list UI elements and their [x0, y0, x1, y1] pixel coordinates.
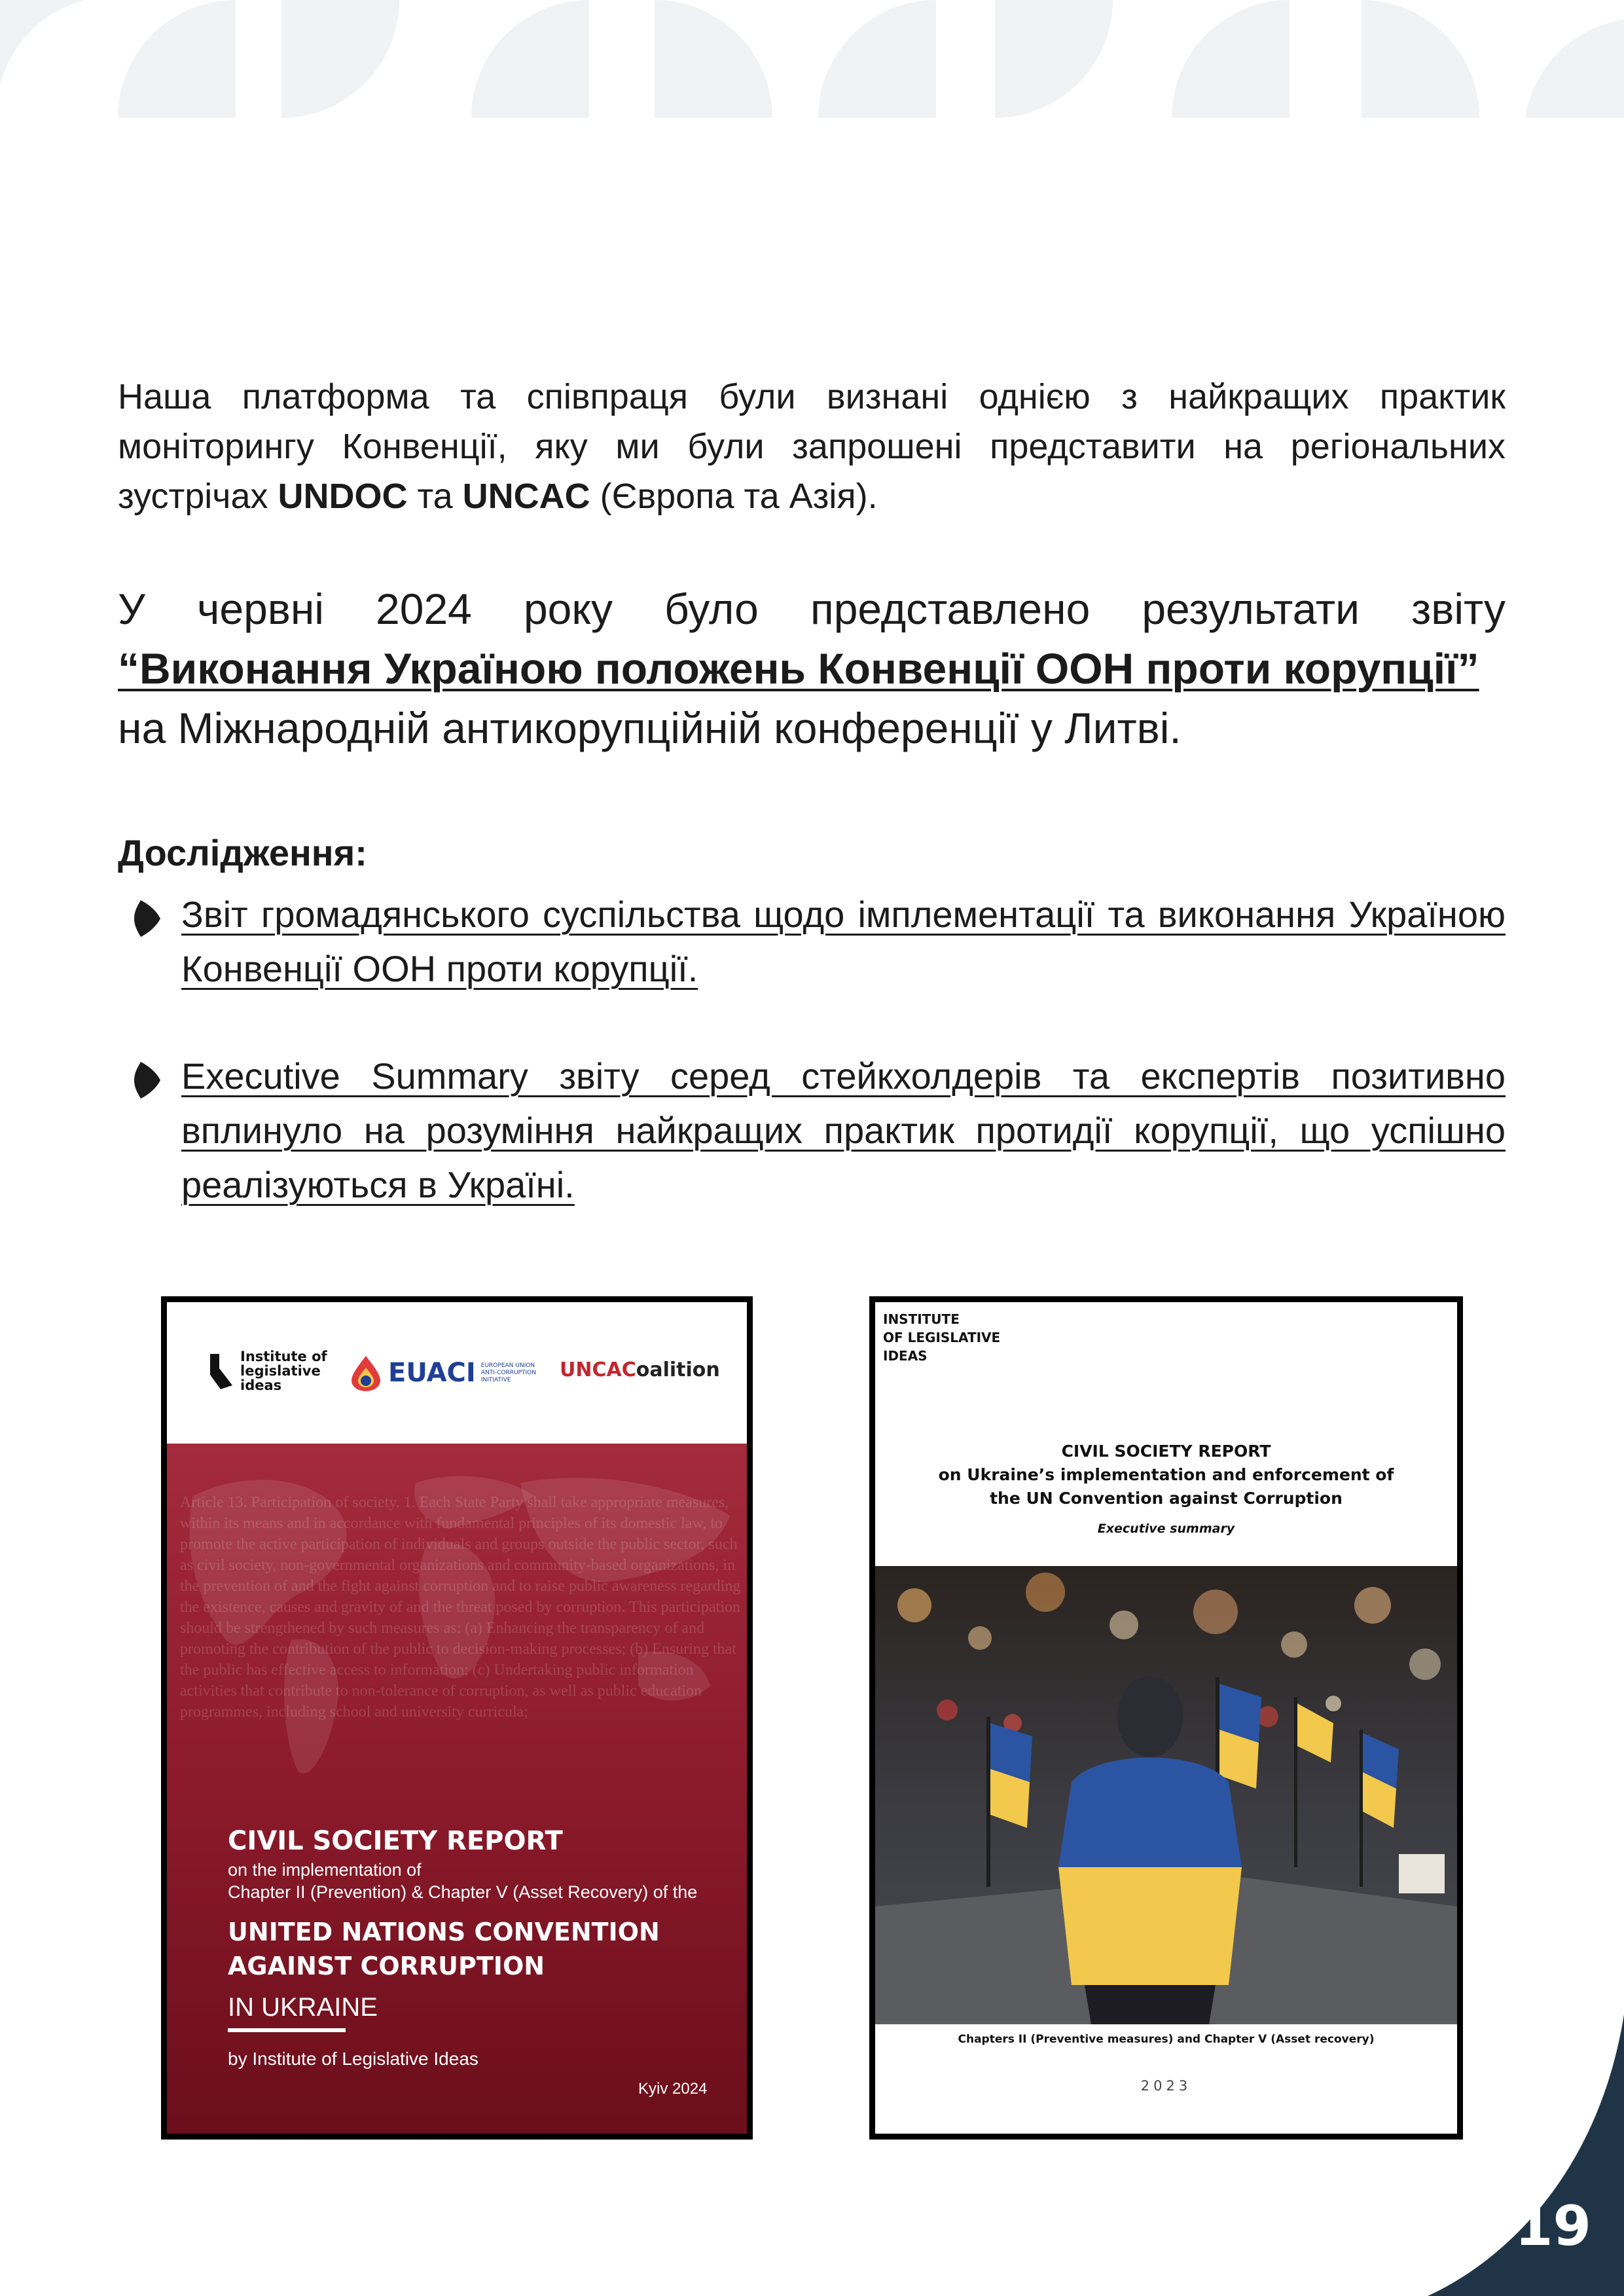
protest-photo: [875, 1566, 1457, 2024]
research-list-item: [134, 1049, 1506, 1212]
cover-divider: [228, 2028, 346, 2032]
research-heading: Дослідження:: [118, 832, 367, 873]
research-link-report[interactable]: Звіт громадянського суспільства щодо імплементації та виконання Україною Конвенції ООН проти корупції.: [181, 894, 1506, 989]
euaci-sub-line: EUROPEAN UNION: [480, 1362, 535, 1369]
cover-convention-line: UNITED NATIONS CONVENTION: [228, 1918, 660, 1946]
bullet-diamond-icon: [134, 900, 162, 937]
intro-text-part2: (Європа та Азія).: [590, 477, 878, 516]
undoc-label: UNDOC: [278, 477, 408, 516]
ili-wordmark-line: IDEAS: [883, 1348, 928, 1364]
euaci-logo: [350, 1355, 536, 1391]
ili-logo-icon: [206, 1351, 235, 1391]
euaci-drop-icon: [350, 1355, 382, 1391]
ili-logo: [206, 1349, 327, 1393]
intro-and: та: [407, 477, 463, 516]
uncac-logo-b: oalition: [636, 1358, 720, 1381]
header-decor-pattern: [0, 0, 1624, 118]
summary-title-line: on Ukraine’s implementation and enforcement of: [938, 1465, 1394, 1484]
ili-wordmark-line: INSTITUTE: [883, 1311, 960, 1327]
word: було: [664, 585, 759, 633]
uncac-logo-a: UNCA: [560, 1358, 622, 1381]
word: 2024: [376, 585, 472, 633]
cover-author: by Institute of Legislative Ideas: [228, 2049, 478, 2069]
uncac-logo-c: C: [621, 1358, 636, 1381]
cover-place-year: Kyiv 2024: [638, 2080, 708, 2098]
bullet-diamond-icon: [134, 1062, 162, 1099]
summary-year: 2023: [1140, 2078, 1192, 2094]
word: червні: [197, 585, 324, 633]
summary-title-line: the UN Convention against Corruption: [990, 1489, 1343, 1508]
ili-logo-line: Institute of: [240, 1349, 327, 1364]
uncac-coalition-logo: [560, 1358, 720, 1381]
ili-logo-line: legislative: [240, 1363, 321, 1379]
uncac-label: UNCAC: [462, 477, 590, 516]
convention-article-watermark: Article 13. Participation of society. 1. Each State Party shall take appropriate measures, within its means and in accordance with fundamental principles of its domestic law, to promote the active participation of individuals and groups outside the public sector, such as civil society, non-governmental organizations and community-based organizations, in the prevention of and the fight against corruption and to raise public awareness regarding the existence, causes and gravity of and the threat posed by corruption. This participation should be strengthened by such measures as: (a) Enhancing the transparency of and promoting the contribution of the public to decision-making processes; (b) Ensuring that the public has effective access to information; (c) Undertaking public information activities that contribute to non-tolerance of corruption, as well as public education programmes, including school and university curricula;: [180, 1494, 741, 1721]
cover-subtitle-line: on the implementation of: [228, 1860, 422, 1880]
summary-title-line: CIVIL SOCIETY REPORT: [1061, 1442, 1271, 1461]
word: представлено: [810, 585, 1091, 633]
cover-convention-line: AGAINST CORRUPTION: [228, 1952, 545, 1980]
cover-country: IN UKRAINE: [228, 1993, 378, 2022]
euaci-sub-line: ANTI-CORRUPTION: [480, 1369, 536, 1376]
euaci-logo-text: EUACI: [388, 1358, 476, 1388]
page-number: 19: [1515, 2194, 1591, 2258]
word: року: [523, 585, 613, 633]
research-list-item: [134, 887, 1506, 996]
summary-title: [875, 1440, 1457, 1510]
report-paragraph-line3: на Міжнародній антикорупційній конференції у Литві.: [118, 704, 1182, 752]
word: звіту: [1411, 585, 1506, 633]
cover-convention-name: [228, 1915, 660, 1983]
report-paragraph-line1: [118, 579, 1506, 639]
report-paragraph: [118, 579, 1506, 758]
cover-subtitle: [228, 1859, 697, 1903]
chapters-note: Chapters II (Preventive measures) and Chapter V (Asset recovery): [958, 2033, 1375, 2046]
executive-summary-label: Executive summary: [1097, 1522, 1235, 1536]
word: У: [118, 585, 145, 633]
intro-text-part1: Наша платформа та співпраця були визнані однією з найкращих практик моніторингу Конвенції, яку ми були запрошені представити на регіональних зустрічах: [118, 377, 1506, 516]
ili-logo-line: ideas: [240, 1377, 282, 1393]
euaci-sub-line: INITIATIVE: [480, 1376, 511, 1383]
report-cover-right[interactable]: [869, 1296, 1463, 2140]
report-cover-left[interactable]: [161, 1296, 753, 2140]
cover-logo-strip: [167, 1302, 747, 1444]
cover-subtitle-line: Chapter II (Prevention) & Chapter V (Asset Recovery) of the: [228, 1882, 698, 1902]
ili-wordmark-line: OF LEGISLATIVE: [883, 1330, 1001, 1345]
research-link-summary[interactable]: Executive Summary звіту серед стейкхолдерів та експертів позитивно вплинуло на розуміння найкращих практик протидії корупції, що успішно реалізуються в Україні.: [181, 1055, 1506, 1205]
word: результати: [1142, 585, 1360, 633]
ili-wordmark: [883, 1310, 1000, 1365]
intro-paragraph: [118, 372, 1506, 521]
cover-title: CIVIL SOCIETY REPORT: [228, 1826, 563, 1856]
report-title-link[interactable]: “Виконання Україною положень Конвенції ООН проти корупції”: [118, 644, 1479, 693]
